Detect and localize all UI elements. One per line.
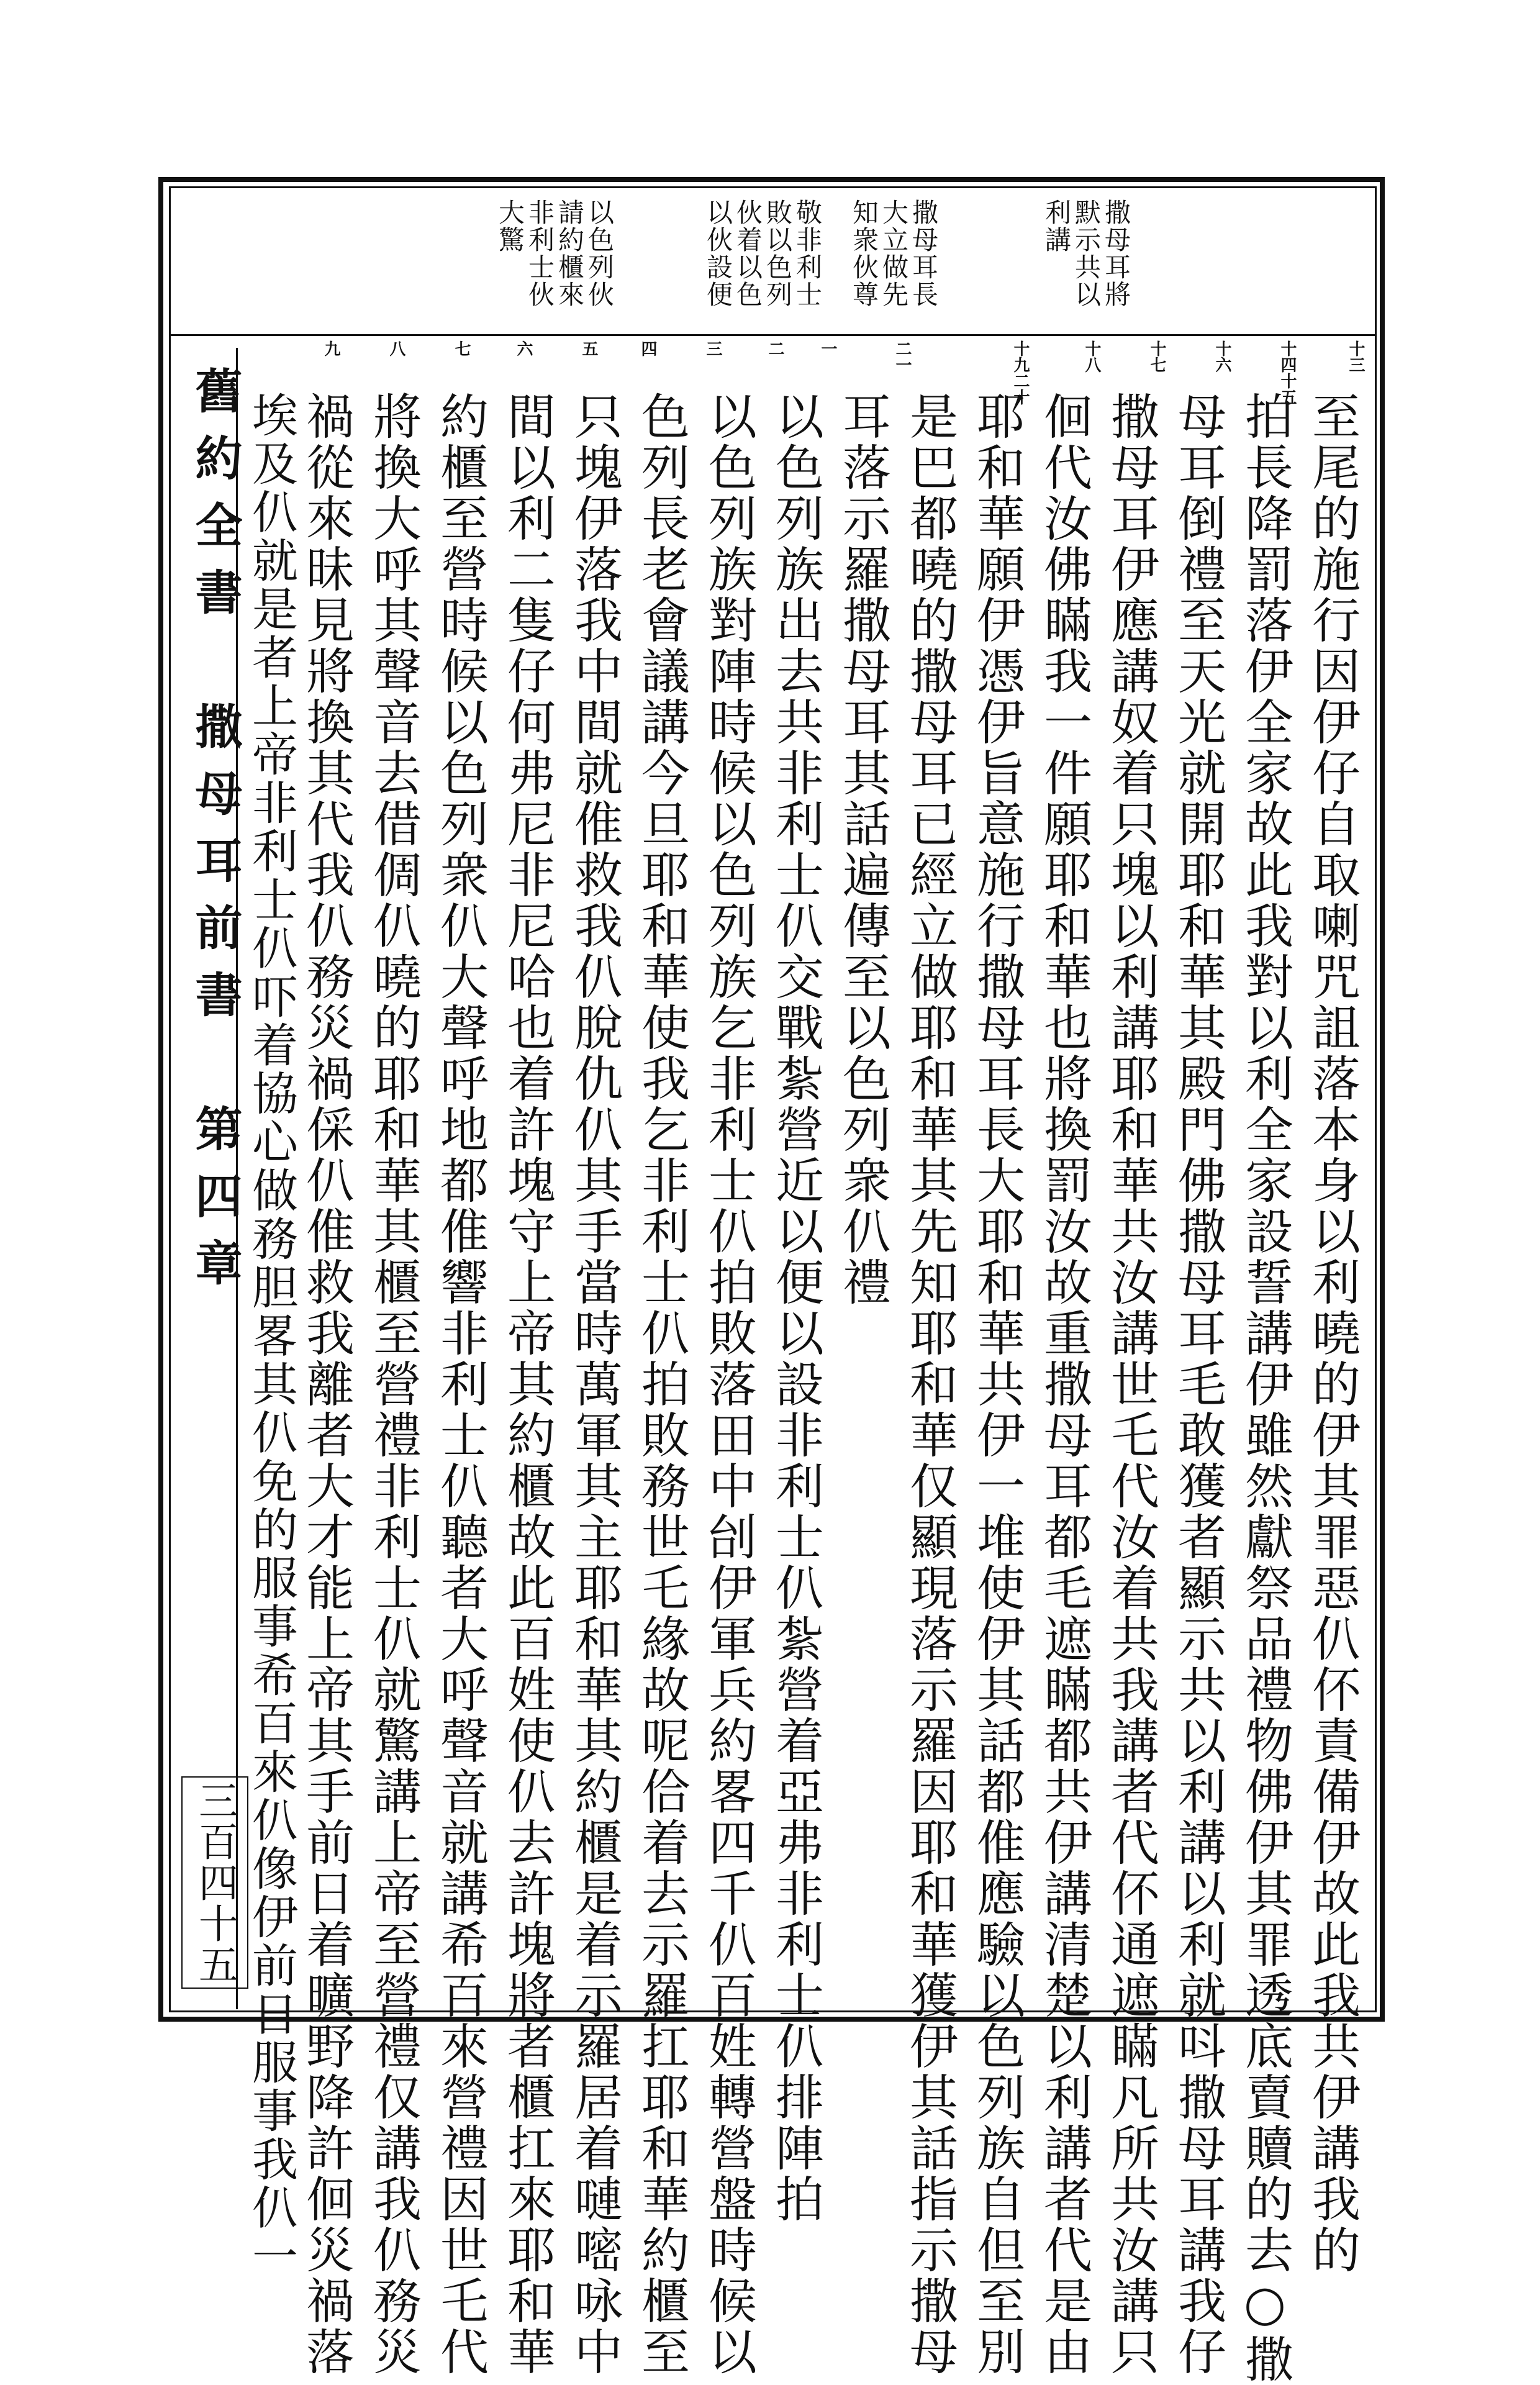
annotation-line: 知衆伙尊 <box>849 199 879 308</box>
text-column: 約櫃至營時候以色列衆仈大聲呼地都倠響非利士仈聽者大呼聲音就講希百來營禮因世乇代 <box>432 391 488 2378</box>
annotation-line: 以伙設便 <box>703 199 733 308</box>
verse-number: 十四十五 <box>1278 340 1297 405</box>
text-column: 佪代汝佛瞞我一件願耶和華也將換罰汝故重撒母耳都毛遮瞞都共伊講清楚以利講者代是由 <box>1036 391 1092 2378</box>
text-column: 耳落示羅撒母耳其話遍傳至以色列衆仈禮 <box>835 391 890 1308</box>
annotation-line: 默示共以 <box>1071 199 1102 308</box>
running-head-title: 舊約全書 撒母耳前書 第四章 <box>188 366 243 1306</box>
verse-number: 七 <box>452 340 471 357</box>
annotation-line: 請約櫃來 <box>555 199 585 308</box>
verse-number: 十三 <box>1346 340 1365 373</box>
annotation-group-4 <box>495 199 615 329</box>
text-column: 至尾的施行因伊仔自取喇咒詛落本身以利曉的伊其罪惡仈伓責備伊故此我共伊講我的 <box>1304 391 1360 2276</box>
text-column: 以色列族對陣時候以色列族乞非利士仈拍敗落田中刣伊軍兵約畧四千仈百姓轉營盤時候以 <box>700 391 756 2378</box>
verse-number: 六 <box>514 340 533 357</box>
verse-number: 八 <box>387 340 405 357</box>
annotation-group-3 <box>703 199 823 329</box>
verse-number: 九 <box>322 340 340 357</box>
annotation-line: 伙着以色 <box>733 199 763 308</box>
text-column: 母耳倒禮至天光就開耶和華其殿門佛撒母耳毛敢獲者顯示共以利講以利就呌撒母耳講我仔 <box>1170 391 1226 2378</box>
annotation-line: 大立做先 <box>879 199 909 308</box>
annotation-line: 撒母耳長 <box>908 199 939 308</box>
verse-number: 十九二十 <box>1011 340 1030 405</box>
verse-number: 十六 <box>1213 340 1231 373</box>
text-column: 間以利二隻仔何弗尼非尼哈也着許塊守上帝其約櫃故此百姓使仈去許塊將者櫃扛來耶和華 <box>499 391 555 2378</box>
page-number: 三百四十五 <box>181 1776 248 1989</box>
verse-number-row <box>236 340 1369 405</box>
text-column: 將換大呼其聲音去借倜仈曉的耶和華其櫃至營禮非利士仈就驚講上帝至營禮仅講我仈務災 <box>365 391 421 2378</box>
verse-number: 十七 <box>1148 340 1166 373</box>
verse-number: 一 <box>818 340 837 357</box>
text-column: 禍從來昧見將換其代我仈務災禍倸仈倠救我離者大才能上帝其手前日着曠野降許佪災禍落 <box>298 391 354 2378</box>
text-column: 只塊伊落我中間就倠救我仈脫仇仈其手當時萬軍其主耶和華其約櫃是着示羅居着嗹嘧咏中 <box>566 391 622 2378</box>
text-column: 埃及仈就是者上帝非利士仈吓着協心做務胆畧其仈免的服事希百來仈像伊前日服事我仈一 <box>245 391 298 2281</box>
annotation-line: 以色列伙 <box>584 199 615 308</box>
verse-number: 二 <box>766 340 784 357</box>
verse-number: 二一 <box>893 340 912 373</box>
verse-number: 五 <box>579 340 598 357</box>
text-column: 以色列族出去共非利士仈交戰紮營近以便以設非利士仈紮營着亞弗非利士仈排陣拍 <box>768 391 823 2225</box>
annotation-group-2 <box>849 199 939 329</box>
annotation-line: 撒母耳將 <box>1101 199 1131 308</box>
annotation-line: 非利士伙 <box>525 199 555 308</box>
verse-number: 四 <box>638 340 657 357</box>
text-column: 撒母耳伊應講奴着只塊以利講耶和華共汝講世乇代汝着共我講者代伓通遮瞞凡所共汝講只 <box>1103 391 1159 2378</box>
header-rule <box>169 334 1377 336</box>
annotation-line: 敗以色列 <box>763 199 793 308</box>
annotation-group-1 <box>1043 199 1129 329</box>
annotation-line: 大驚 <box>495 199 525 253</box>
annotation-line: 利講 <box>1041 199 1072 253</box>
text-column: 是巴都曉的撒母耳已經立做耶和華其先知耶和華仅顯現落示羅因耶和華獲伊其話指示撒母 <box>902 391 958 2378</box>
text-column: 色列長老會議講今旦耶和華使我乞非利士仈拍敗務世乇緣故呢佮着去示羅扛耶和華約櫃至 <box>633 391 689 2378</box>
annotation-line: 敬非利士 <box>792 199 823 308</box>
text-column: 耶和華願伊憑伊旨意施行撒母耳長大耶和華共伊一堆使伊其話都倠應驗以色列族自但至別 <box>969 391 1025 2378</box>
verse-number: 十八 <box>1082 340 1101 373</box>
text-column: 拍長降罰落伊全家故此我對以利全家設誓講伊雖然獻祭品禮物佛伊其罪透底賣贖的去○撒 <box>1237 391 1293 2385</box>
verse-number: 三 <box>704 340 722 357</box>
